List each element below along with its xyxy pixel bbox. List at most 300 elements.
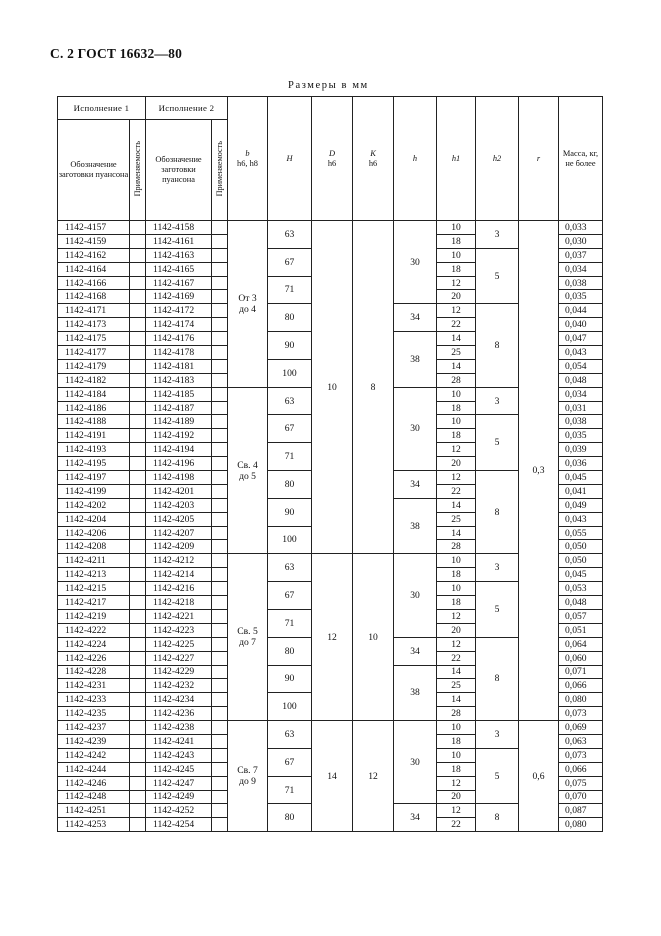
h1-value-cell: 10 [437, 221, 476, 235]
b-range-line1: Св. 4 [237, 459, 258, 471]
primenyaemost-2-cell [212, 276, 228, 290]
h1-value-cell: 22 [437, 484, 476, 498]
primenyaemost-2-cell [212, 387, 228, 401]
oboznachenie-1-cell: 1142-4253 [58, 818, 130, 832]
h2-value-cell: 5 [476, 748, 519, 804]
primenyaemost-2-cell [212, 707, 228, 721]
h1-value-cell: 12 [437, 637, 476, 651]
primenyaemost-1-cell [130, 318, 146, 332]
primenyaemost-1-cell [130, 790, 146, 804]
dimensions-caption: Размеры в мм [288, 80, 369, 91]
primenyaemost-1-cell [130, 401, 146, 415]
h1-value-cell: 10 [437, 721, 476, 735]
primenyaemost-2-cell [212, 623, 228, 637]
oboznachenie-2-cell: 1142-4185 [146, 387, 212, 401]
oboznachenie-2-cell: 1142-4243 [146, 748, 212, 762]
mass-cell: 0,034 [559, 387, 603, 401]
mass-cell: 0,033 [559, 221, 603, 235]
oboznachenie-2-cell: 1142-4183 [146, 373, 212, 387]
primenyaemost-1-cell [130, 609, 146, 623]
primenyaemost-2-cell [212, 262, 228, 276]
oboznachenie-1-cell: 1142-4233 [58, 693, 130, 707]
b-range-line1: Св. 5 [237, 626, 258, 638]
oboznachenie-1-cell: 1142-4171 [58, 304, 130, 318]
oboznachenie-1-cell: 1142-4244 [58, 762, 130, 776]
primenyaemost-2-cell [212, 693, 228, 707]
h1-value-cell: 12 [437, 276, 476, 290]
h2-value-cell: 8 [476, 304, 519, 387]
h-value-cell: 30 [394, 387, 437, 470]
oboznachenie-1-cell: 1142-4193 [58, 443, 130, 457]
primenyaemost-2-cell [212, 512, 228, 526]
primenyaemost-1-cell [130, 484, 146, 498]
oboznachenie-1-cell: 1142-4248 [58, 790, 130, 804]
h-value-cell: 30 [394, 221, 437, 304]
primenyaemost-2-cell [212, 790, 228, 804]
h1-value-cell: 14 [437, 665, 476, 679]
h1-value-cell: 12 [437, 804, 476, 818]
primenyaemost-1-cell [130, 582, 146, 596]
mass-cell: 0,057 [559, 609, 603, 623]
h1-value-cell: 12 [437, 443, 476, 457]
primenyaemost-2-cell [212, 582, 228, 596]
oboznachenie-1-cell: 1142-4251 [58, 804, 130, 818]
mass-cell: 0,044 [559, 304, 603, 318]
col-header-b: b h6, h8 [228, 97, 268, 221]
col-header-r: r [519, 97, 559, 221]
mass-cell: 0,040 [559, 318, 603, 332]
H-value-cell: 100 [268, 693, 312, 721]
primenyaemost-2-cell [212, 596, 228, 610]
primenyaemost-2-cell [212, 484, 228, 498]
H-value-cell: 63 [268, 721, 312, 749]
mass-cell: 0,073 [559, 748, 603, 762]
oboznachenie-1-cell: 1142-4206 [58, 526, 130, 540]
mass-cell: 0,035 [559, 290, 603, 304]
H-value-cell: 100 [268, 359, 312, 387]
h-value-cell: 30 [394, 554, 437, 637]
h1-value-cell: 20 [437, 457, 476, 471]
mass-cell: 0,071 [559, 665, 603, 679]
mass-cell: 0,073 [559, 707, 603, 721]
mass-cell: 0,066 [559, 762, 603, 776]
H-value-cell: 71 [268, 443, 312, 471]
oboznachenie-2-cell: 1142-4174 [146, 318, 212, 332]
primenyaemost-1-cell [130, 290, 146, 304]
primenyaemost-1-cell [130, 262, 146, 276]
h2-value-cell: 8 [476, 471, 519, 554]
oboznachenie-2-cell: 1142-4201 [146, 484, 212, 498]
col-header-primenyaemost-1: Применяемость [130, 120, 146, 221]
h2-value-cell: 3 [476, 554, 519, 582]
h1-value-cell: 10 [437, 387, 476, 401]
oboznachenie-2-cell: 1142-4209 [146, 540, 212, 554]
h2-value-cell: 3 [476, 387, 519, 415]
oboznachenie-2-cell: 1142-4176 [146, 332, 212, 346]
oboznachenie-2-cell: 1142-4196 [146, 457, 212, 471]
oboznachenie-2-cell: 1142-4247 [146, 776, 212, 790]
oboznachenie-2-cell: 1142-4172 [146, 304, 212, 318]
oboznachenie-1-cell: 1142-4188 [58, 415, 130, 429]
oboznachenie-1-cell: 1142-4217 [58, 596, 130, 610]
mass-cell: 0,069 [559, 721, 603, 735]
blank-dimensions-table [57, 96, 603, 832]
primenyaemost-2-cell [212, 554, 228, 568]
h-value-cell: 34 [394, 471, 437, 499]
mass-cell: 0,048 [559, 373, 603, 387]
primenyaemost-1-cell [130, 387, 146, 401]
oboznachenie-2-cell: 1142-4212 [146, 554, 212, 568]
col-header-h2: h2 [476, 97, 519, 221]
oboznachenie-1-cell: 1142-4226 [58, 651, 130, 665]
oboznachenie-1-cell: 1142-4184 [58, 387, 130, 401]
h1-value-cell: 18 [437, 734, 476, 748]
mass-cell: 0,045 [559, 568, 603, 582]
primenyaemost-2-cell [212, 721, 228, 735]
h-value-cell: 30 [394, 721, 437, 804]
oboznachenie-1-cell: 1142-4182 [58, 373, 130, 387]
page-header: С. 2 ГОСТ 16632—80 [50, 46, 183, 61]
primenyaemost-1-cell [130, 762, 146, 776]
oboznachenie-1-cell: 1142-4177 [58, 346, 130, 360]
group-header-ispolnenie-1: Исполнение 1 [58, 97, 146, 120]
mass-cell: 0,038 [559, 415, 603, 429]
primenyaemost-2-cell [212, 762, 228, 776]
mass-cell: 0,050 [559, 554, 603, 568]
primenyaemost-2-cell [212, 373, 228, 387]
oboznachenie-2-cell: 1142-4227 [146, 651, 212, 665]
primenyaemost-1-cell [130, 471, 146, 485]
mass-cell: 0,030 [559, 234, 603, 248]
oboznachenie-2-cell: 1142-4252 [146, 804, 212, 818]
primenyaemost-2-cell [212, 318, 228, 332]
primenyaemost-1-cell [130, 721, 146, 735]
h1-value-cell: 10 [437, 554, 476, 568]
H-value-cell: 63 [268, 387, 312, 415]
mass-cell: 0,037 [559, 248, 603, 262]
mass-cell: 0,048 [559, 596, 603, 610]
oboznachenie-2-cell: 1142-4254 [146, 818, 212, 832]
h1-value-cell: 28 [437, 707, 476, 721]
primenyaemost-1-cell [130, 637, 146, 651]
primenyaemost-2-cell [212, 568, 228, 582]
oboznachenie-1-cell: 1142-4164 [58, 262, 130, 276]
col-header-oboznachenie-1: Обозначение заготовки пуансона [58, 120, 130, 221]
oboznachenie-2-cell: 1142-4181 [146, 359, 212, 373]
mass-cell: 0,038 [559, 276, 603, 290]
oboznachenie-2-cell: 1142-4194 [146, 443, 212, 457]
h1-value-cell: 20 [437, 623, 476, 637]
K-value-cell: 12 [353, 721, 394, 832]
oboznachenie-2-cell: 1142-4198 [146, 471, 212, 485]
oboznachenie-1-cell: 1142-4242 [58, 748, 130, 762]
mass-cell: 0,080 [559, 818, 603, 832]
oboznachenie-2-cell: 1142-4189 [146, 415, 212, 429]
primenyaemost-1-cell [130, 373, 146, 387]
D-value-cell: 10 [312, 221, 353, 554]
oboznachenie-2-cell: 1142-4169 [146, 290, 212, 304]
h2-value-cell: 3 [476, 721, 519, 749]
oboznachenie-1-cell: 1142-4195 [58, 457, 130, 471]
b-range-line2: до 5 [239, 470, 256, 482]
primenyaemost-1-cell [130, 623, 146, 637]
primenyaemost-1-cell [130, 554, 146, 568]
h1-value-cell: 25 [437, 679, 476, 693]
oboznachenie-1-cell: 1142-4246 [58, 776, 130, 790]
h1-value-cell: 12 [437, 609, 476, 623]
mass-cell: 0,063 [559, 734, 603, 748]
r-value-cell: 0,6 [519, 721, 559, 832]
H-value-cell: 80 [268, 804, 312, 832]
r-value-cell: 0,3 [519, 221, 559, 721]
h1-value-cell: 18 [437, 234, 476, 248]
h2-value-cell: 5 [476, 415, 519, 471]
oboznachenie-1-cell: 1142-4173 [58, 318, 130, 332]
col-header-D: D h6 [312, 97, 353, 221]
oboznachenie-1-cell: 1142-4199 [58, 484, 130, 498]
oboznachenie-2-cell: 1142-4218 [146, 596, 212, 610]
h1-value-cell: 18 [437, 762, 476, 776]
D-value-cell: 14 [312, 721, 353, 832]
h1-value-cell: 28 [437, 540, 476, 554]
group-header-ispolnenie-2: Исполнение 2 [146, 97, 228, 120]
primenyaemost-2-cell [212, 665, 228, 679]
primenyaemost-1-cell [130, 679, 146, 693]
h2-value-cell: 8 [476, 637, 519, 720]
H-value-cell: 67 [268, 582, 312, 610]
h1-value-cell: 22 [437, 818, 476, 832]
oboznachenie-2-cell: 1142-4249 [146, 790, 212, 804]
mass-cell: 0,060 [559, 651, 603, 665]
primenyaemost-2-cell [212, 651, 228, 665]
oboznachenie-1-cell: 1142-4219 [58, 609, 130, 623]
oboznachenie-2-cell: 1142-4178 [146, 346, 212, 360]
oboznachenie-2-cell: 1142-4187 [146, 401, 212, 415]
H-value-cell: 80 [268, 637, 312, 665]
col-header-mass: Масса, кг, не более [559, 97, 603, 221]
primenyaemost-1-cell [130, 234, 146, 248]
primenyaemost-2-cell [212, 304, 228, 318]
primenyaemost-2-cell [212, 804, 228, 818]
primenyaemost-1-cell [130, 804, 146, 818]
oboznachenie-1-cell: 1142-4224 [58, 637, 130, 651]
h1-value-cell: 10 [437, 248, 476, 262]
primenyaemost-1-cell [130, 596, 146, 610]
mass-cell: 0,050 [559, 540, 603, 554]
primenyaemost-1-cell [130, 221, 146, 235]
primenyaemost-1-cell [130, 359, 146, 373]
table-row [58, 221, 603, 235]
h1-value-cell: 18 [437, 429, 476, 443]
h1-value-cell: 12 [437, 471, 476, 485]
h-value-cell: 34 [394, 637, 437, 665]
primenyaemost-1-cell [130, 693, 146, 707]
oboznachenie-1-cell: 1142-4168 [58, 290, 130, 304]
primenyaemost-2-cell [212, 248, 228, 262]
oboznachenie-2-cell: 1142-4241 [146, 734, 212, 748]
oboznachenie-1-cell: 1142-4157 [58, 221, 130, 235]
h-value-cell: 34 [394, 804, 437, 832]
mass-cell: 0,051 [559, 623, 603, 637]
b-range-line2: до 9 [239, 776, 256, 788]
h1-value-cell: 28 [437, 373, 476, 387]
mass-cell: 0,070 [559, 790, 603, 804]
h1-value-cell: 18 [437, 596, 476, 610]
oboznachenie-2-cell: 1142-4234 [146, 693, 212, 707]
h-value-cell: 38 [394, 498, 437, 554]
col-header-primenyaemost-2: Применяемость [212, 120, 228, 221]
h-value-cell: 34 [394, 304, 437, 332]
h-value-cell: 38 [394, 332, 437, 388]
oboznachenie-2-cell: 1142-4192 [146, 429, 212, 443]
h1-value-cell: 20 [437, 290, 476, 304]
primenyaemost-2-cell [212, 471, 228, 485]
h1-value-cell: 12 [437, 304, 476, 318]
D-value-cell: 12 [312, 554, 353, 721]
col-header-h: h [394, 97, 437, 221]
mass-cell: 0,031 [559, 401, 603, 415]
primenyaemost-1-cell [130, 665, 146, 679]
primenyaemost-1-cell [130, 304, 146, 318]
oboznachenie-2-cell: 1142-4203 [146, 498, 212, 512]
h1-value-cell: 10 [437, 748, 476, 762]
h1-value-cell: 18 [437, 568, 476, 582]
col-header-oboznachenie-2: Обозначение заготовки пуансона [146, 120, 212, 221]
mass-cell: 0,035 [559, 429, 603, 443]
primenyaemost-1-cell [130, 540, 146, 554]
oboznachenie-2-cell: 1142-4221 [146, 609, 212, 623]
H-value-cell: 80 [268, 304, 312, 332]
oboznachenie-1-cell: 1142-4204 [58, 512, 130, 526]
oboznachenie-1-cell: 1142-4175 [58, 332, 130, 346]
oboznachenie-1-cell: 1142-4235 [58, 707, 130, 721]
oboznachenie-2-cell: 1142-4229 [146, 665, 212, 679]
h2-value-cell: 5 [476, 248, 519, 304]
oboznachenie-1-cell: 1142-4202 [58, 498, 130, 512]
primenyaemost-2-cell [212, 734, 228, 748]
K-value-cell: 8 [353, 221, 394, 554]
oboznachenie-1-cell: 1142-4179 [58, 359, 130, 373]
oboznachenie-2-cell: 1142-4158 [146, 221, 212, 235]
H-value-cell: 80 [268, 471, 312, 499]
mass-cell: 0,080 [559, 693, 603, 707]
b-range-line2: до 7 [239, 637, 256, 649]
oboznachenie-1-cell: 1142-4228 [58, 665, 130, 679]
primenyaemost-2-cell [212, 332, 228, 346]
H-value-cell: 67 [268, 748, 312, 776]
primenyaemost-2-cell [212, 637, 228, 651]
mass-cell: 0,087 [559, 804, 603, 818]
primenyaemost-2-cell [212, 457, 228, 471]
h2-value-cell: 3 [476, 221, 519, 249]
primenyaemost-1-cell [130, 568, 146, 582]
H-value-cell: 90 [268, 332, 312, 360]
mass-cell: 0,045 [559, 471, 603, 485]
H-value-cell: 67 [268, 248, 312, 276]
h1-value-cell: 18 [437, 262, 476, 276]
primenyaemost-1-cell [130, 526, 146, 540]
mass-cell: 0,041 [559, 484, 603, 498]
b-range-cell [228, 554, 268, 721]
H-value-cell: 90 [268, 665, 312, 693]
primenyaemost-2-cell [212, 609, 228, 623]
h1-value-cell: 12 [437, 776, 476, 790]
oboznachenie-1-cell: 1142-4239 [58, 734, 130, 748]
primenyaemost-1-cell [130, 443, 146, 457]
oboznachenie-1-cell: 1142-4162 [58, 248, 130, 262]
oboznachenie-2-cell: 1142-4238 [146, 721, 212, 735]
h2-value-cell: 5 [476, 582, 519, 638]
primenyaemost-1-cell [130, 734, 146, 748]
b-range-cell [228, 221, 268, 388]
primenyaemost-1-cell [130, 248, 146, 262]
primenyaemost-1-cell [130, 276, 146, 290]
oboznachenie-2-cell: 1142-4207 [146, 526, 212, 540]
oboznachenie-1-cell: 1142-4237 [58, 721, 130, 735]
table-row [58, 721, 603, 735]
primenyaemost-1-cell [130, 429, 146, 443]
primenyaemost-2-cell [212, 346, 228, 360]
col-header-h1: h1 [437, 97, 476, 221]
mass-cell: 0,053 [559, 582, 603, 596]
primenyaemost-2-cell [212, 540, 228, 554]
primenyaemost-2-cell [212, 401, 228, 415]
primenyaemost-2-cell [212, 415, 228, 429]
primenyaemost-2-cell [212, 359, 228, 373]
oboznachenie-1-cell: 1142-4166 [58, 276, 130, 290]
primenyaemost-2-cell [212, 498, 228, 512]
mass-cell: 0,036 [559, 457, 603, 471]
primenyaemost-1-cell [130, 651, 146, 665]
oboznachenie-1-cell: 1142-4197 [58, 471, 130, 485]
mass-cell: 0,049 [559, 498, 603, 512]
col-header-H: H [268, 97, 312, 221]
primenyaemost-1-cell [130, 332, 146, 346]
primenyaemost-1-cell [130, 415, 146, 429]
primenyaemost-2-cell [212, 679, 228, 693]
oboznachenie-2-cell: 1142-4216 [146, 582, 212, 596]
mass-cell: 0,075 [559, 776, 603, 790]
H-value-cell: 63 [268, 221, 312, 249]
oboznachenie-1-cell: 1142-4191 [58, 429, 130, 443]
K-value-cell: 10 [353, 554, 394, 721]
oboznachenie-2-cell: 1142-4165 [146, 262, 212, 276]
b-range-line2: до 4 [239, 303, 256, 315]
primenyaemost-1-cell [130, 457, 146, 471]
primenyaemost-2-cell [212, 221, 228, 235]
oboznachenie-2-cell: 1142-4223 [146, 623, 212, 637]
mass-cell: 0,055 [559, 526, 603, 540]
h1-value-cell: 14 [437, 498, 476, 512]
mass-cell: 0,039 [559, 443, 603, 457]
primenyaemost-2-cell [212, 429, 228, 443]
primenyaemost-2-cell [212, 776, 228, 790]
oboznachenie-2-cell: 1142-4236 [146, 707, 212, 721]
primenyaemost-2-cell [212, 234, 228, 248]
h2-value-cell: 8 [476, 804, 519, 832]
oboznachenie-1-cell: 1142-4231 [58, 679, 130, 693]
primenyaemost-1-cell [130, 498, 146, 512]
b-range-cell [228, 721, 268, 832]
primenyaemost-2-cell [212, 748, 228, 762]
h-value-cell: 38 [394, 665, 437, 721]
h1-value-cell: 22 [437, 318, 476, 332]
primenyaemost-1-cell [130, 707, 146, 721]
oboznachenie-1-cell: 1142-4159 [58, 234, 130, 248]
oboznachenie-1-cell: 1142-4211 [58, 554, 130, 568]
H-value-cell: 63 [268, 554, 312, 582]
oboznachenie-1-cell: 1142-4186 [58, 401, 130, 415]
